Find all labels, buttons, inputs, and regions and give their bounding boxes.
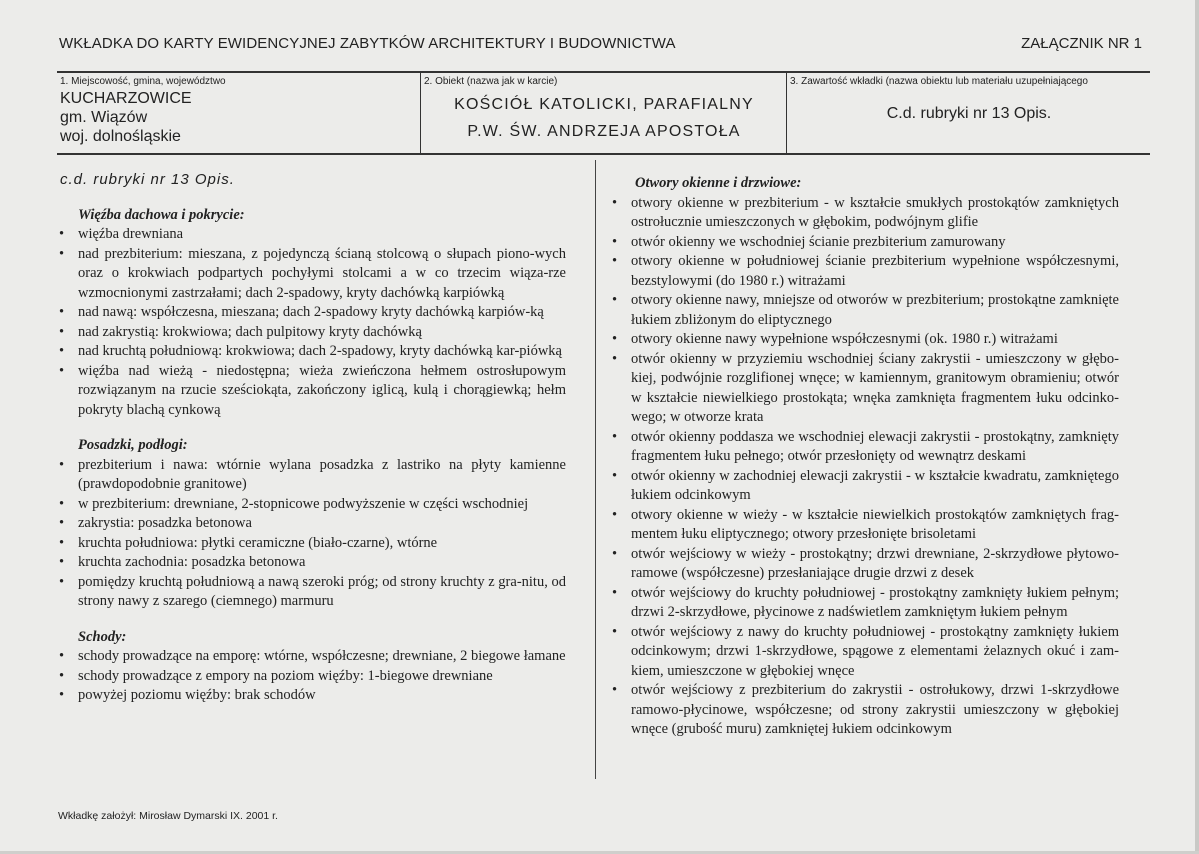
scan-edge: [1195, 0, 1199, 854]
list-item: [58, 245, 566, 304]
list-item: [611, 545, 1119, 584]
list-item: [58, 495, 566, 515]
bullet-icon: •: [59, 323, 65, 340]
list-item-text: otwory okienne nawy, mniejsze od otworów w prezbiterium; prostokątne zamknięte łukiem zbliżonym do eliptycznego: [631, 292, 1119, 328]
list-item-text: otwory okienne w południowej ścianie prezbiterium wypełnione współczesnymi, bezstylowymi (do 1980 r.) witrażami: [631, 253, 1119, 289]
object-cell: [420, 73, 787, 153]
list-item-text: schody prowadzące z empory na poziom więźby: 1-biegowe drewniane: [78, 667, 493, 684]
list-item: [58, 534, 566, 554]
bullet-icon: •: [59, 226, 65, 242]
footer-note: Wkładkę założył: Mirosław Dymarski IX. 2001 r.: [58, 810, 278, 822]
bullet-icon: •: [612, 584, 618, 601]
bullet-icon: •: [59, 245, 65, 262]
list-item-text: otwór wejściowy w wieży - prostokątny; drzwi drewniane, 2-skrzydłowe płytowo-ramowe (współczesne) przesłaniające drugie drzwi z desek: [631, 545, 1119, 581]
list-item-text: otwór okienny poddasza we wschodniej elewacji zakrystii - prostokątny, zamknięty fragmentem łuku pełnego; otwór przesłonięty od wewnątrz deskami: [631, 428, 1119, 464]
bullet-icon: •: [612, 331, 618, 347]
list-item-text: pomiędzy kruchtą południową a nawą szeroki próg; od strony kruchty z gra-nitu, od strony nawy z szarego (ciemnego) marmuru: [78, 573, 566, 609]
list-item-text: kruchta południowa: płytki ceramiczne (biało-czarne), wtórne: [78, 534, 438, 551]
list-item: [611, 330, 1119, 350]
list-item: [58, 647, 566, 667]
section-heading: Posadzki, podłogi:: [78, 437, 188, 453]
bullet-icon: •: [59, 534, 65, 551]
bullet-icon: •: [59, 554, 65, 570]
bullet-icon: •: [612, 253, 618, 269]
list-item: [611, 194, 1119, 233]
object-label: 2. Obiekt (nazwa jak w karcie): [424, 76, 558, 87]
intro-text: c.d. rubryki nr 13 Opis.: [60, 171, 235, 188]
list-item: [58, 303, 566, 323]
list-item-text: otwór okienny w przyziemiu wschodniej ściany zakrystii - umieszczony w głębo-kiej, podwójnie rozglifionej wnęce; w kamiennym, granitowym obramieniu; otwór w kształcie niewielkiego prostokąta; wnęka zamknięta fragmentem łuku odcinko-wego; w otworze krata: [631, 350, 1119, 425]
list-item: [611, 233, 1119, 253]
list-item-text: otwory okienne w prezbiterium - w kształcie smukłych prostokątów zamkniętych ostrołucznie umieszczonych w głębokim, podwójnym glifie: [631, 194, 1119, 230]
bullet-icon: •: [59, 456, 65, 473]
list-item-text: otwór okienny we wschodniej ścianie prezbiterium zamurowany: [631, 233, 1006, 250]
section: [58, 206, 566, 421]
bullet-icon: •: [612, 545, 618, 562]
section-heading: Schody:: [78, 628, 127, 645]
list-item: [58, 553, 566, 573]
list-item-text: otwory okienne w wieży - w kształcie niewielkich prostokątów zamkniętych frag-mentem łuku eliptycznego; otwory przesłonięte brisoletami: [631, 506, 1119, 542]
list-item: [58, 362, 566, 421]
list-item: [58, 573, 566, 612]
list-item-text: nad kruchtą południową: krokwiowa; dach 2-spadowy, kryty dachówką kar-piówką: [78, 343, 562, 359]
header-title: WKŁADKA DO KARTY EWIDENCYJNEJ ZABYTKÓW ARCHITEKTURY I BUDOWNICTWA: [59, 35, 676, 52]
bullet-icon: •: [612, 292, 618, 308]
section-heading: Otwory okienne i drzwiowe:: [635, 175, 802, 191]
bullet-icon: •: [612, 194, 618, 211]
column-divider: [595, 160, 596, 779]
section: [58, 436, 566, 612]
list-item: [611, 467, 1119, 506]
list-item: [611, 291, 1119, 330]
section-heading: Więźba dachowa i pokrycie:: [78, 206, 245, 223]
openings-list: [611, 194, 1119, 740]
list-item-text: schody prowadzące na emporę: wtórne, współczesne; drewniane, 2 biegowe łamane: [78, 648, 566, 664]
content-cell: [786, 73, 1151, 153]
bullet-icon: •: [59, 667, 65, 684]
bullet-icon: •: [59, 648, 65, 664]
bullet-icon: •: [612, 467, 618, 484]
section: [58, 628, 566, 706]
list-item-text: więźba drewniana: [78, 226, 184, 242]
location-line: KUCHARZOWICE: [60, 90, 192, 107]
list-item-text: otwory okienne nawy wypełnione współczesnymi (ok. 1980 r.) witrażami: [631, 331, 1058, 347]
list-item: [58, 667, 566, 687]
bullet-list: [58, 647, 566, 706]
list-item-text: nad nawą: współczesna, mieszana; dach 2-spadowy kryty dachówką karpiów-ką: [78, 304, 544, 320]
list-item-text: otwór wejściowy z nawy do kruchty południowej - prostokątny zamknięty łukiem odcinkowym; drzwi 1-skrzydłowe, spągowe z elementami żelaznych okuć i zam-kiem, umieszczone w głębokiej wnęce: [631, 623, 1119, 679]
list-item-text: więźba nad wieżą - niedostępna; wieża zwieńczona hełmem ostrosłupowym rozwiązanym na rzucie sześciokąta, zakończony iglicą, kulą i chorągiewką; hełm pokryty blachą cynkową: [78, 362, 566, 418]
list-item: [58, 456, 566, 495]
object-line: KOŚCIÓŁ KATOLICKI, PARAFIALNY: [454, 96, 754, 113]
bullet-icon: •: [59, 343, 65, 359]
bullet-icon: •: [612, 682, 618, 698]
list-item: [58, 686, 566, 706]
list-item-text: otwór wejściowy z prezbiterium do zakrystii - ostrołukowy, drzwi 1-skrzydłowe ramowo-płycinowe, współczesne; od strony zakrystii umieszczony w głębokiej wnęce (grubość muru) zamkniętej łukiem odcinkowym: [631, 682, 1119, 737]
list-item: [58, 225, 566, 245]
list-item: [58, 323, 566, 343]
list-item: [611, 681, 1119, 740]
list-item: [611, 350, 1119, 428]
left-column: [58, 170, 566, 722]
bullet-list: [58, 456, 566, 612]
location-line: woj. dolnośląskie: [60, 128, 181, 145]
object-line: P.W. ŚW. ANDRZEJA APOSTOŁA: [467, 123, 741, 140]
bullet-icon: •: [612, 428, 618, 445]
bullet-icon: •: [59, 687, 65, 703]
bullet-icon: •: [612, 506, 618, 523]
list-item: [58, 514, 566, 534]
bullet-icon: •: [612, 233, 618, 250]
list-item: [611, 584, 1119, 623]
bullet-icon: •: [59, 304, 65, 320]
location-line: gm. Wiązów: [60, 109, 148, 126]
bullet-icon: •: [59, 573, 65, 590]
bullet-icon: •: [612, 623, 618, 640]
list-item: [611, 623, 1119, 682]
list-item-text: nad zakrystią: krokwiowa; dach pulpitowy kryty dachówką: [78, 323, 422, 340]
bullet-icon: •: [59, 495, 65, 512]
bullet-list: [58, 225, 566, 420]
content-label: 3. Zawartość wkładki (nazwa obiektu lub materiału uzupełniającego: [790, 76, 1088, 87]
list-item: [611, 252, 1119, 291]
bullet-icon: •: [59, 515, 65, 531]
list-item-text: prezbiterium i nawa: wtórnie wylana posadzka z lastriko na płyty kamienne (prawdopodobnie granitowe): [78, 456, 566, 492]
list-item-text: w prezbiterium: drewniane, 2-stopnicowe podwyższenie w części wschodniej: [78, 495, 529, 512]
list-item: [611, 506, 1119, 545]
location-label: 1. Miejscowość, gmina, województwo: [60, 76, 226, 87]
info-box: [57, 71, 1150, 155]
attachment-label: ZAŁĄCZNIK NR 1: [1021, 35, 1142, 52]
list-item-text: powyżej poziomu więźby: brak schodów: [78, 687, 316, 703]
list-item-text: kruchta zachodnia: posadzka betonowa: [78, 554, 306, 570]
list-item-text: nad prezbiterium: mieszana, z pojedynczą ścianą stolcową o słupach piono-wych oraz o krokwiach podpartych pochyłymi stolcami a w co trzecim wiąza-rze wzmocnionymi zastrzałami; dach 2-spadowy, kryty dachówką karpiówką: [78, 245, 566, 301]
list-item: [58, 342, 566, 362]
list-item-text: otwór wejściowy do kruchty południowej - prostokątny zamknięty łukiem pełnym; drzwi 2-skrzydłowe, płycinowe z nadświetlem zamkniętym łukiem pełnym: [631, 584, 1119, 620]
content-value: C.d. rubryki nr 13 Opis.: [886, 105, 1052, 122]
bullet-icon: •: [59, 362, 65, 379]
list-item-text: zakrystia: posadzka betonowa: [78, 515, 252, 531]
list-item-text: otwór okienny w zachodniej elewacji zakrystii - w kształcie kwadratu, zamkniętego łukiem odcinkowym: [631, 467, 1119, 503]
location-cell: [57, 73, 420, 153]
bullet-icon: •: [612, 350, 618, 367]
right-column: [611, 174, 1119, 740]
list-item: [611, 428, 1119, 467]
